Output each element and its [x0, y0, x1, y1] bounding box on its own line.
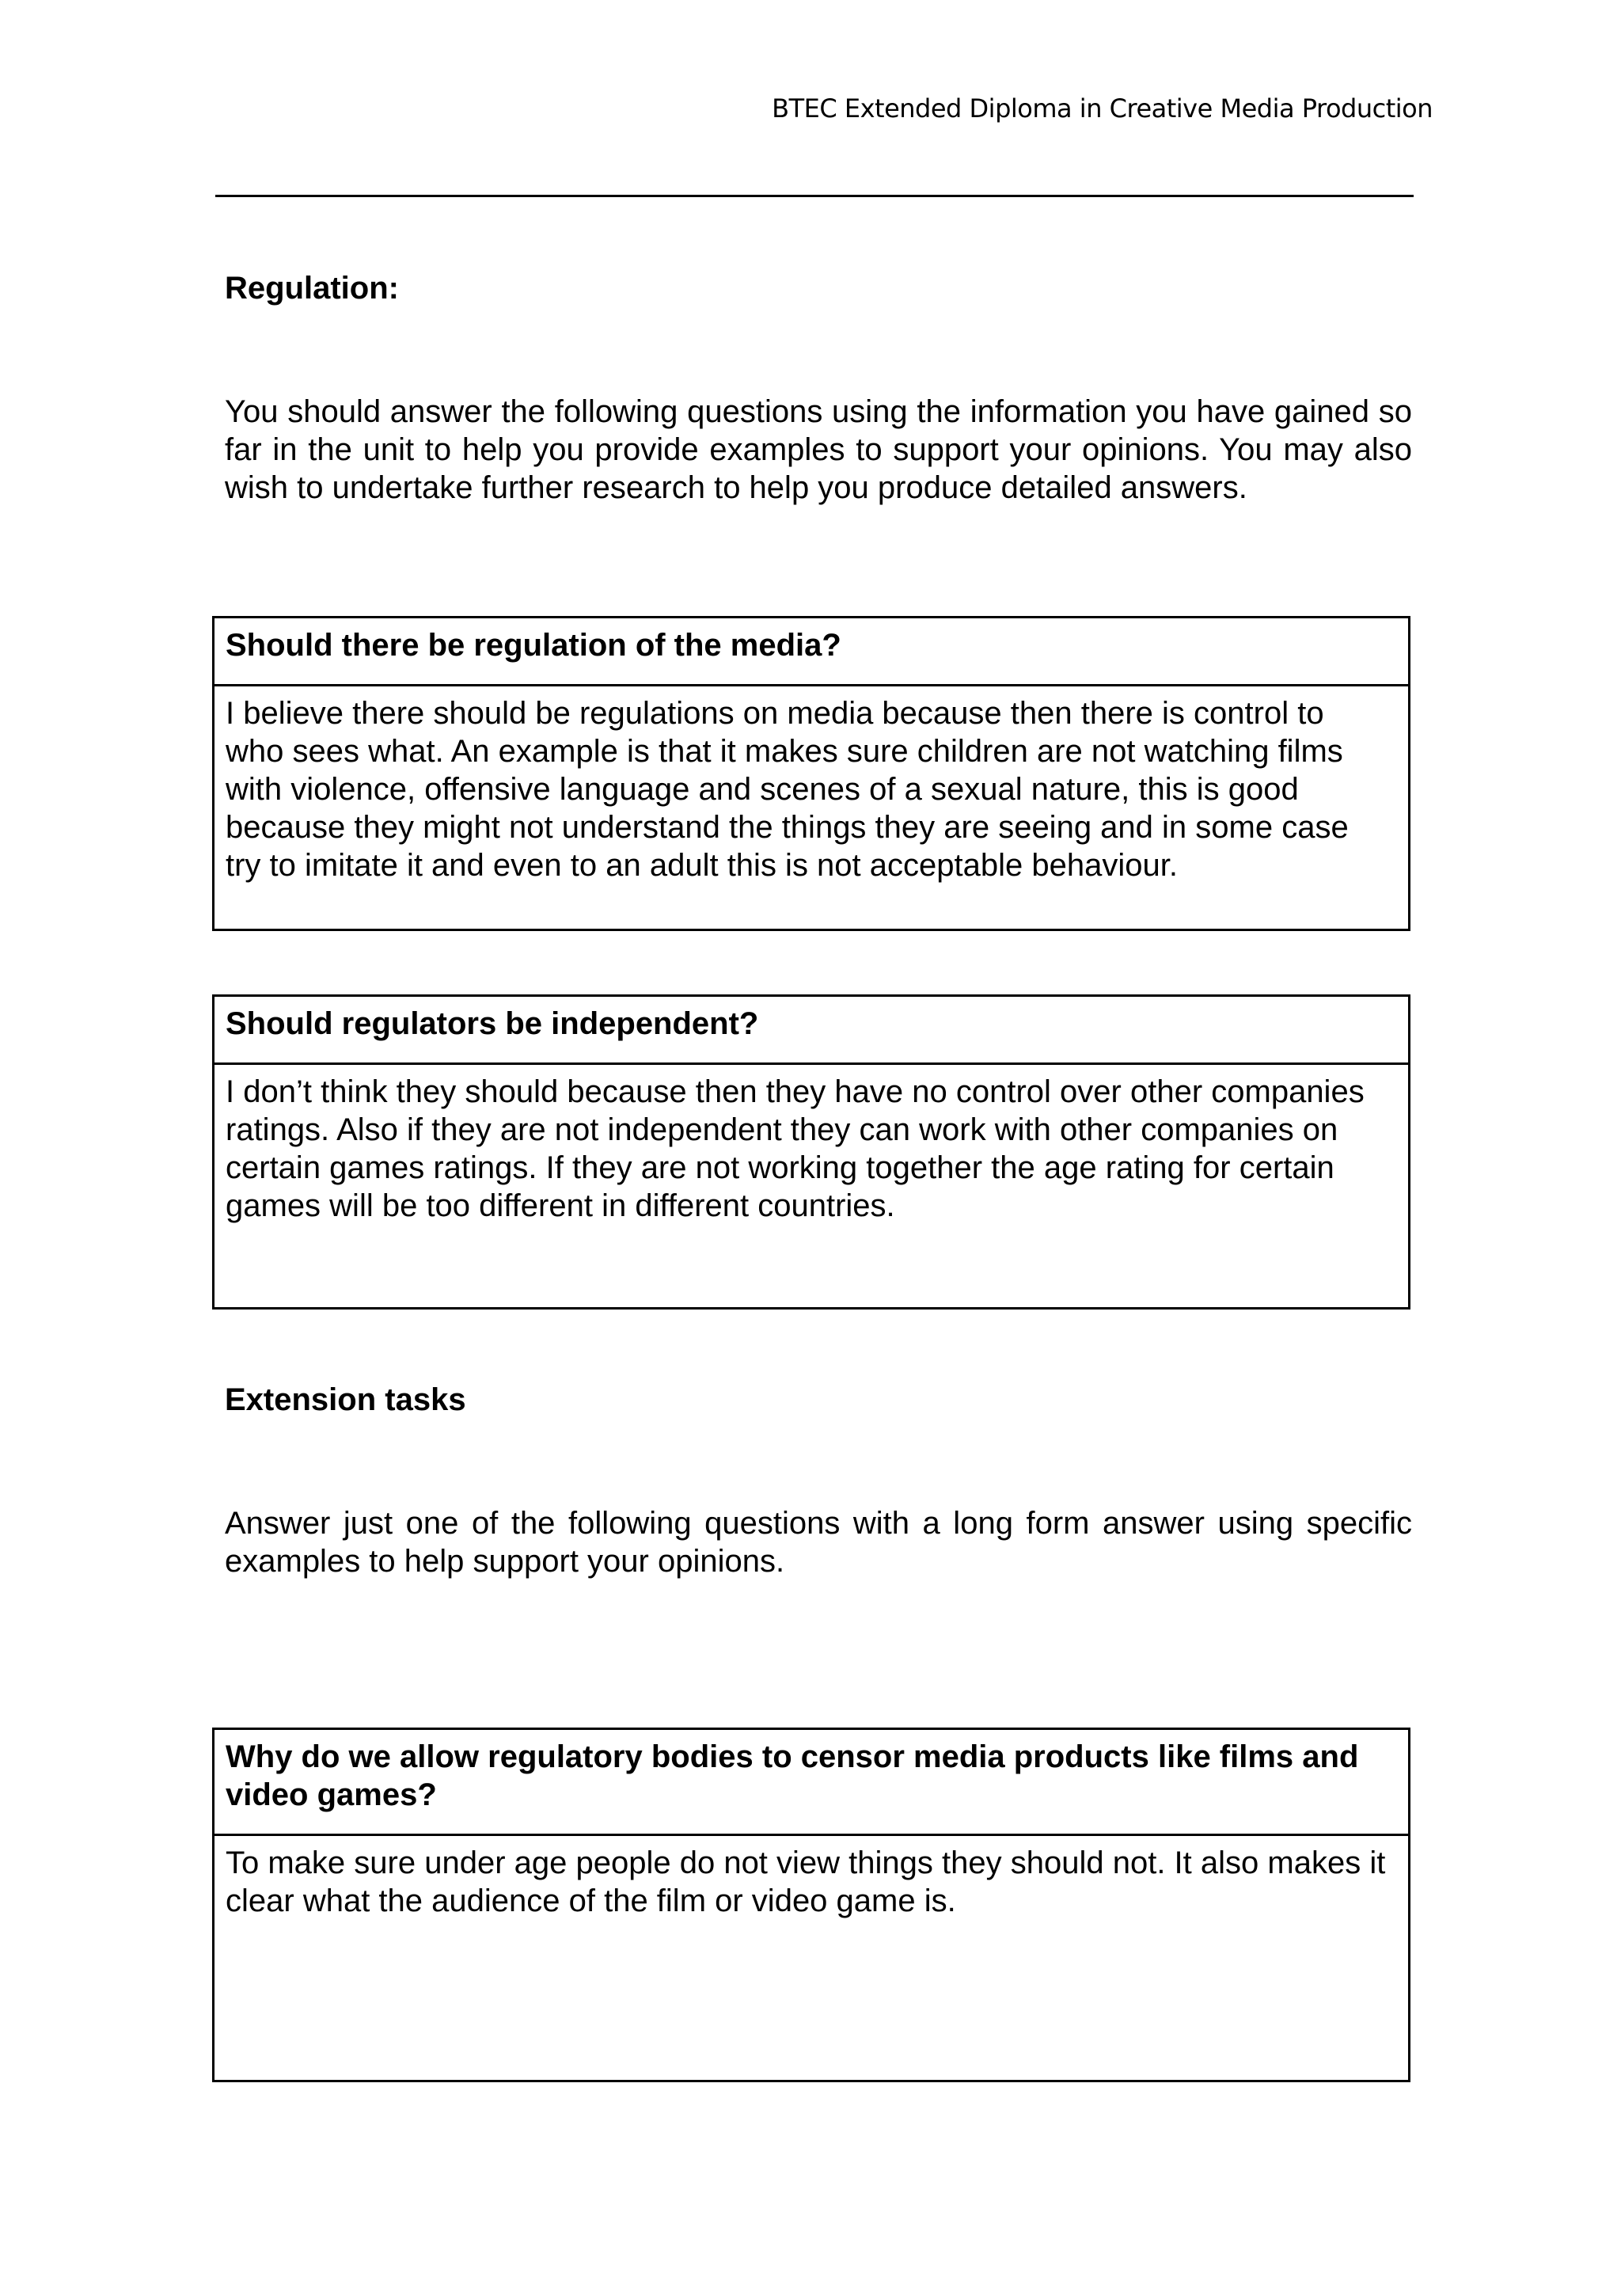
question-text: Should there be regulation of the media?: [214, 618, 1408, 686]
question-box-media-regulation: [212, 616, 1410, 931]
question-box-regulator-independence: [212, 994, 1410, 1310]
question-text: Why do we allow regulatory bodies to censor media products like films and video games?: [214, 1730, 1408, 1836]
header-rule: [215, 195, 1414, 197]
course-title: BTEC Extended Diploma in Creative Media Production: [772, 93, 1433, 124]
question-text: Should regulators be independent?: [214, 997, 1408, 1065]
answer-text: I believe there should be regulations on media because then there is control to who sees what. An example is that it makes sure children are not watching films with violence, offensive language and scenes of a sexual nature, this is good because they might not understand the things they are seeing and in some case try to imitate it and even to an adult this is not acceptable behaviour.: [226, 696, 1349, 883]
answer-text: I don’t think they should because then they have no control over other companies ratings. Also if they are not independent they can work with other companies on certain games ratings. If they are not working together the age rating for certain games will be too different in different countries.: [226, 1074, 1365, 1223]
question-box-censorship: [212, 1728, 1410, 2082]
extension-heading: Extension tasks: [225, 1382, 466, 1417]
answer-text: To make sure under age people do not view things they should not. It also makes it clear what the audience of the film or video game is.: [226, 1846, 1386, 1918]
extension-intro: Answer just one of the following questions with a long form answer using specific examples to help support your opinions.: [225, 1506, 1412, 1579]
regulation-heading: Regulation:: [225, 271, 399, 306]
regulation-intro: You should answer the following questions using the information you have gained so far in the unit to help you provide examples to support your opinions. You may also wish to undertake further research to help you produce detailed answers.: [225, 394, 1412, 505]
